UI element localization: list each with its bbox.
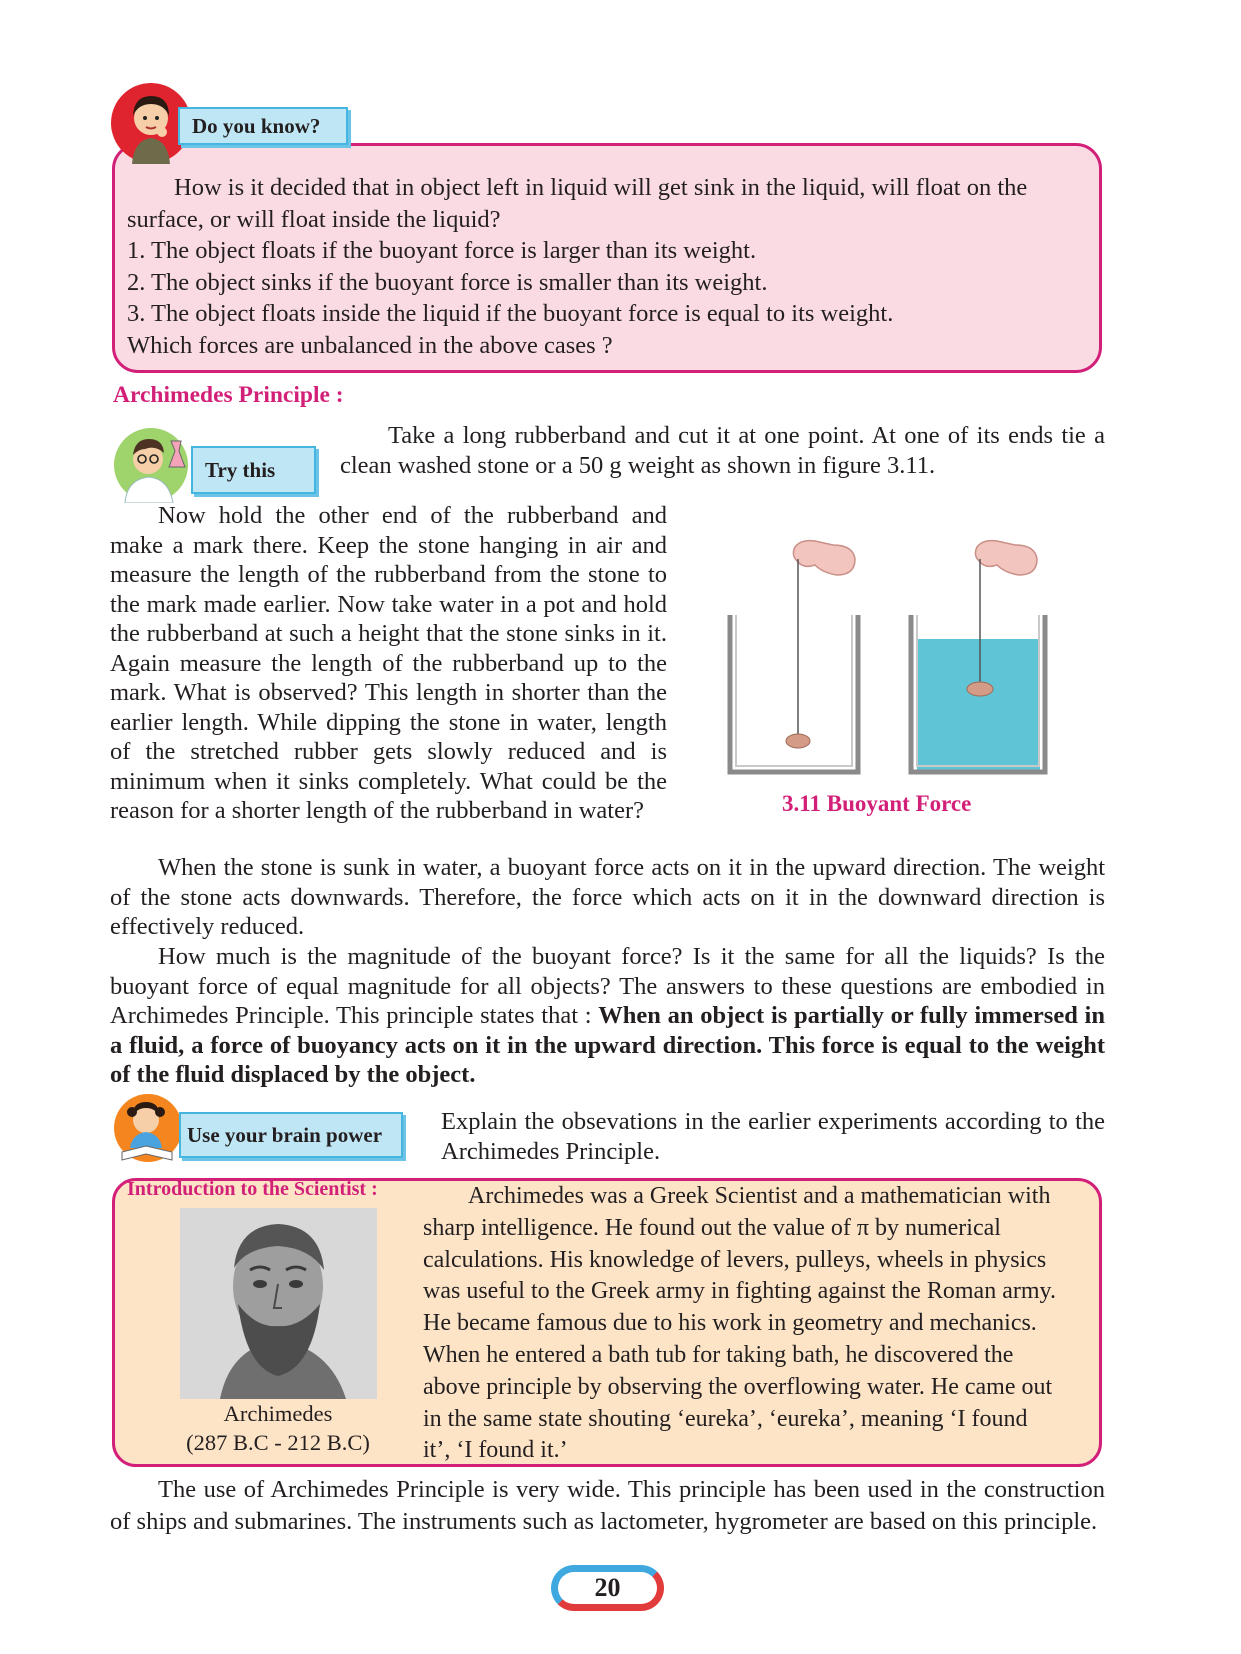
sci-line-9: it’, ‘I found it.’ (423, 1437, 568, 1464)
page-number-badge (551, 1565, 664, 1611)
scientist-heading: Introduction to the Scientist : (127, 1178, 378, 1200)
section-heading: Archimedes Principle : (113, 382, 344, 408)
try-this-text (340, 421, 1105, 480)
page-number: 20 (594, 1573, 621, 1602)
brain-power-label (179, 1112, 403, 1158)
dyk-line-6: Which forces are unbalanced in the above cases ? (127, 331, 613, 359)
dyk-line-2: surface, or will float inside the liquid? (127, 205, 501, 233)
paragraph-2: When the stone is sunk in water, a buoyant force acts on it in the upward direction. The weight of the stone acts downwards. Therefore, the force which acts on it in the downward direction is effectively reduced. (110, 854, 1105, 940)
dyk-line-5: 3. The object floats inside the liquid if the buoyant force is equal to its weight. (127, 300, 894, 327)
sci-line-3: calculations. His knowledge of levers, pulleys, wheels in physics (423, 1246, 1047, 1273)
brain-power-label-text: Use your brain power (187, 1122, 383, 1147)
girl-reading-icon (110, 1086, 188, 1164)
hand-left (793, 541, 855, 575)
try-this-label (191, 446, 316, 494)
paragraph-3 (110, 942, 1105, 1090)
archimedes-portrait (180, 1208, 377, 1399)
sci-line-7: above principle by observing the overflowing water. He came out (423, 1373, 1053, 1400)
do-you-know-label-text: Do you know? (192, 113, 321, 138)
hand-right (975, 541, 1037, 575)
dyk-line-3: 1. The object floats if the buoyant force is larger than its weight. (127, 237, 757, 264)
try-this-label-text: Try this (205, 457, 276, 482)
archimedes-principle-statement: When an object is partially or fully immersed in a fluid, a force of buoyancy acts on it in the upward direction. This force is equal to the weight of the fluid displaced by the object. (110, 1002, 1105, 1088)
scientist-dates: (287 B.C - 212 B.C) (186, 1430, 370, 1455)
brain-power-text: Explain the obsevations in the earlier experiments according to the Archimedes Principle. (441, 1108, 1105, 1165)
experiment-paragraph: Now hold the other end of the rubberband and make a mark there. Keep the stone hanging in air and measure the length of the rubberband from the stone to the mark made earlier. Now take water in a pot and hold the rubberband at such a height that the stone sinks in it. Again measure the length of the rubberband up to the mark. What is observed? This length in shorter than the earlier length. While dipping the stone in water, length of the stretched rubber gets slowly reduced and is minimum when it sinks completely. What could be the reason for a shorter length of the rubberband in water? (110, 502, 667, 824)
final-paragraph: The use of Archimedes Principle is very wide. This principle has been used in the construction of ships and submarines. The instruments such as lactometer, hygrometer are based on this principle. (110, 1476, 1105, 1535)
scientist-flask-icon (111, 423, 197, 503)
paragraph-3-plain: How much is the magnitude of the buoyant force? Is it the same for all the liquids? Is the buoyant force of equal magnitude for all objects? The answers to these questions are embodied in Archimedes Principle. This principle states that : (110, 943, 1105, 1029)
sci-line-1: Archimedes was a Greek Scientist and a mathematician with (468, 1183, 1051, 1209)
sci-line-2: sharp intelligence. He found out the value of π by numerical (423, 1214, 1001, 1241)
do-you-know-text (127, 172, 1087, 361)
figure-caption: 3.11 Buoyant Force (782, 791, 972, 816)
try-this-text-content: Take a long rubberband and cut it at one point. At one of its ends tie a clean washed stone or a 50 g weight as shown in figure 3.11. (340, 422, 1105, 479)
sci-line-4: was useful to the Greek army in fighting against the Roman army. (423, 1278, 1056, 1305)
sci-line-8: in the same state shouting ‘eureka’, ‘eureka’, meaning ‘I found (423, 1405, 1028, 1432)
sci-line-5: He became famous due to his work in geometry and mechanics. (423, 1310, 1037, 1337)
do-you-know-label (178, 107, 348, 145)
stone-left (786, 734, 810, 748)
scientist-caption (173, 1399, 383, 1457)
scientist-name: Archimedes (223, 1401, 333, 1426)
dyk-line-4: 2. The object sinks if the buoyant force is smaller than its weight. (127, 268, 768, 296)
dyk-line-1: How is it decided that in object left in liquid will get sink in the liquid, will float on the (174, 174, 1028, 201)
buoyant-force-figure (715, 535, 1105, 780)
empty-beaker (730, 615, 858, 772)
stone-right (967, 682, 993, 696)
sci-line-6: When he entered a bath tub for taking bath, he discovered the (423, 1341, 1014, 1368)
scientist-text (423, 1181, 1090, 1467)
